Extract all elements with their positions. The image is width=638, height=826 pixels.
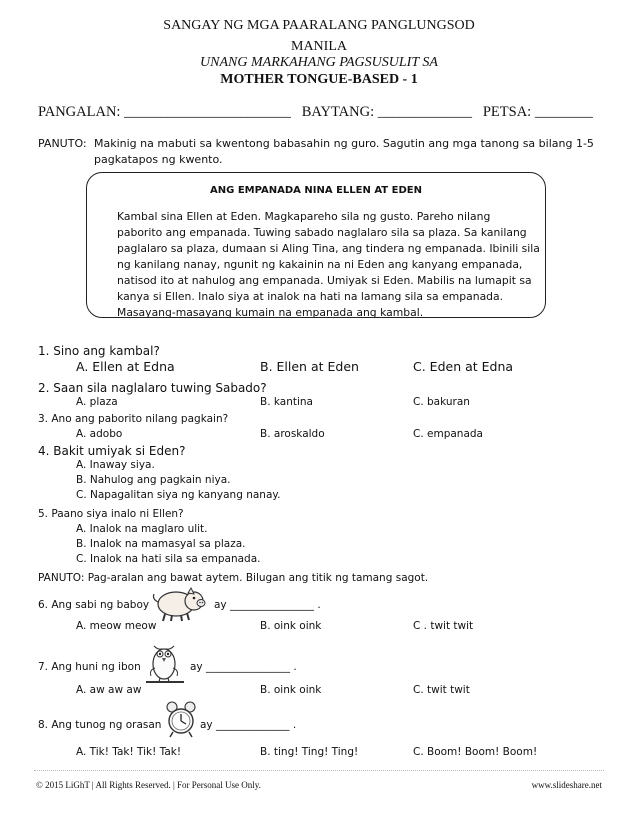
q3-option-b: B. aroskaldo bbox=[260, 428, 325, 440]
q8-option-c: C. Boom! Boom! Boom! bbox=[413, 746, 538, 758]
question-7-prefix: 7. Ang huni ng ibon bbox=[38, 661, 141, 673]
q7-option-c: C. twit twit bbox=[413, 684, 470, 696]
pig-icon bbox=[148, 584, 210, 624]
header-line-1: SANGAY NG MGA PAARALANG PANGLUNGSOD bbox=[163, 18, 475, 33]
header-line-4: MOTHER TONGUE-BASED - 1 bbox=[220, 72, 418, 87]
story-line: paglalaro sa plaza, dumaan si Aling Tina, ang tindera ng empanada. Ibinili sila bbox=[117, 242, 540, 255]
q5-option-a: A. Inalok na maglaro ulit. bbox=[76, 523, 208, 535]
story-line: ng kanilang nanay, ngunit ng kakainin na ni Eden ang kanyang empanada, bbox=[117, 258, 523, 271]
question-8-prefix: 8. Ang tunog ng orasan bbox=[38, 719, 162, 731]
question-1: 1. Sino ang kambal? bbox=[38, 344, 160, 358]
header-line-2: MANILA bbox=[291, 39, 347, 54]
directions-line-1: Makinig na mabuti sa kwentong babasahin ng guro. Sagutin ang mga tanong sa bilang 1-5 bbox=[94, 137, 594, 150]
directions-label: PANUTO: bbox=[38, 137, 87, 150]
bird-icon bbox=[142, 638, 188, 688]
question-6-suffix: ay ________________ . bbox=[214, 599, 321, 611]
q8-option-b: B. ting! Ting! Ting! bbox=[260, 746, 359, 758]
question-8-suffix: ay ______________ . bbox=[200, 719, 297, 731]
q1-option-b: B. Ellen at Eden bbox=[260, 359, 359, 374]
story-line: Kambal sina Ellen at Eden. Magkapareho sila ng gusto. Pareho nilang bbox=[117, 210, 491, 223]
q6-option-c: C . twit twit bbox=[413, 620, 474, 632]
question-3: 3. Ano ang paborito nilang pagkain? bbox=[38, 413, 229, 425]
q8-option-a: A. Tik! Tak! Tik! Tak! bbox=[76, 746, 182, 758]
q2-option-b: B. kantina bbox=[260, 396, 313, 408]
question-7-suffix: ay ________________ . bbox=[190, 661, 297, 673]
q3-option-a: A. adobo bbox=[76, 428, 123, 440]
story-line: kanya si Ellen. Inalo siya at inalok na hati na lamang sila sa empanada. bbox=[117, 290, 504, 303]
story-line: Masayang-masayang kumain na empanada ang kambal. bbox=[117, 306, 424, 318]
question-4: 4. Bakit umiyak si Eden? bbox=[38, 444, 186, 458]
q5-option-c: C. Inalok na hati sila sa empanada. bbox=[76, 553, 261, 565]
footer-copyright: © 2015 LiGhT | All Rights Reserved. | For Personal Use Only. bbox=[36, 780, 261, 790]
q1-option-c: C. Eden at Edna bbox=[413, 359, 514, 374]
q4-option-a: A. Inaway siya. bbox=[76, 459, 155, 471]
footer-divider bbox=[34, 770, 604, 771]
story-line: natisod ito at nahulog ang empanada. Umiyak si Eden. Mabilis na lumapit sa bbox=[117, 274, 532, 287]
q7-option-b: B. oink oink bbox=[260, 684, 322, 696]
story-box bbox=[86, 172, 546, 318]
student-info-fields: PANGALAN: _______________________ BAYTANG: _____________ PETSA: ________ bbox=[38, 104, 593, 120]
q3-option-c: C. empanada bbox=[413, 428, 483, 440]
question-2: 2. Saan sila naglalaro tuwing Sabado? bbox=[38, 381, 267, 395]
directions-line-2: pagkatapos ng kwento. bbox=[94, 153, 223, 166]
q5-option-b: B. Inalok na mamasyal sa plaza. bbox=[76, 538, 246, 550]
q4-option-b: B. Nahulog ang pagkain niya. bbox=[76, 474, 231, 486]
q2-option-a: A. plaza bbox=[76, 396, 118, 408]
alarm-clock-icon bbox=[164, 700, 198, 740]
question-5: 5. Paano siya inalo ni Ellen? bbox=[38, 508, 184, 520]
story-title: ANG EMPANADA NINA ELLEN AT EDEN bbox=[210, 185, 422, 196]
q7-option-a: A. aw aw aw bbox=[76, 684, 142, 696]
q4-option-c: C. Napagalitan siya ng kanyang nanay. bbox=[76, 489, 281, 501]
directions-2: PANUTO: Pag-aralan ang bawat aytem. Bilugan ang titik ng tamang sagot. bbox=[38, 572, 429, 584]
q2-option-c: C. bakuran bbox=[413, 396, 470, 408]
question-6-prefix: 6. Ang sabi ng baboy bbox=[38, 599, 150, 611]
header-line-3: UNANG MARKAHANG PAGSUSULIT SA bbox=[200, 55, 438, 70]
q6-option-a: A. meow meow bbox=[76, 620, 157, 632]
footer-website: www.slideshare.net bbox=[531, 780, 602, 790]
q1-option-a: A. Ellen at Edna bbox=[76, 359, 175, 374]
story-line: paborito ang empanada. Tuwing sabado naglalaro sila sa plaza. Sa kanilang bbox=[117, 226, 527, 239]
q6-option-b: B. oink oink bbox=[260, 620, 322, 632]
